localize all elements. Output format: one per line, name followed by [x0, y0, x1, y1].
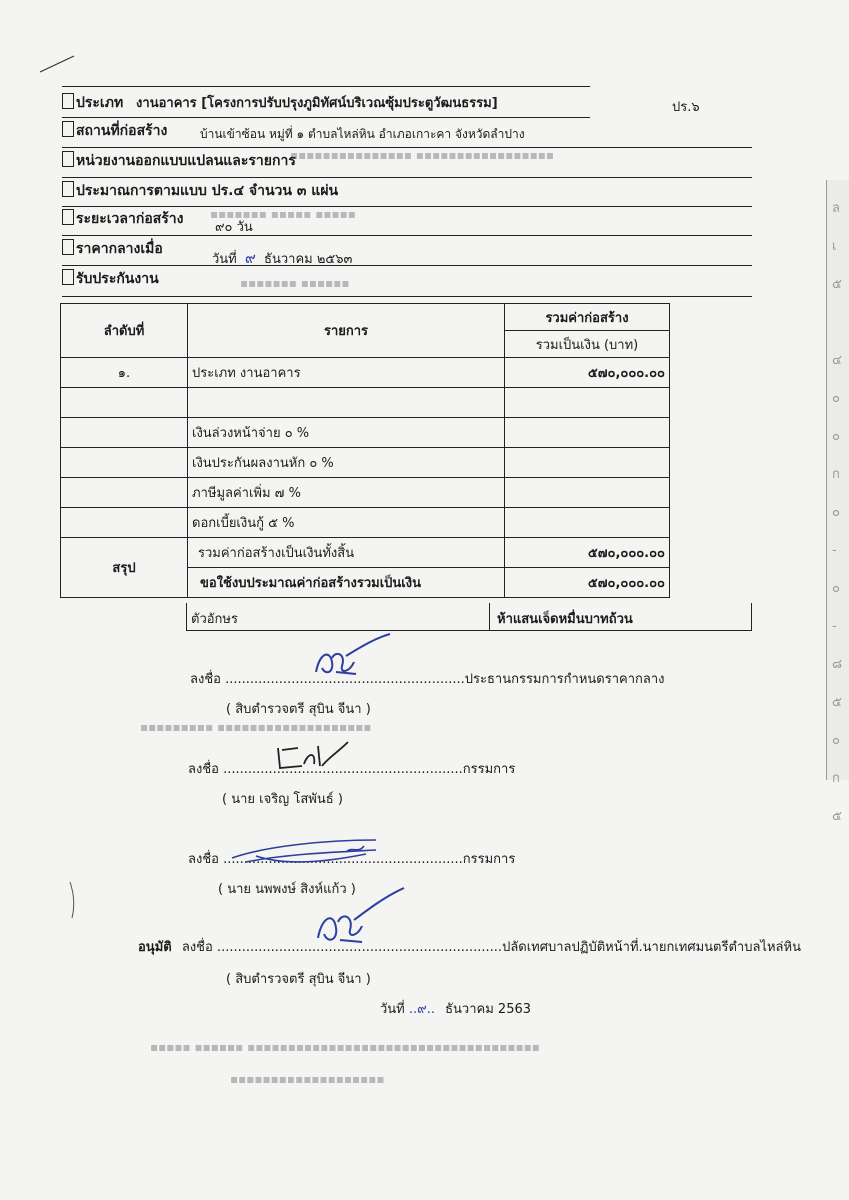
- table-row: [61, 358, 670, 388]
- approval-label: อนุมัติ: [138, 940, 172, 955]
- date-rest: ธันวาคม ๒๕๖๓: [264, 252, 353, 267]
- underlying-page-digits: ล เ ๕ ๔ ๐ ๐ ก ๐ - ๐ - ๘ ๕ ๐ ก ๕: [832, 201, 843, 824]
- letters-label: ตัวอักษร: [191, 612, 238, 627]
- median-price-label: ราคากลางเมื่อ: [76, 241, 163, 257]
- signature-name-member-2: ( นาย นพพงษ์ สิงห์แก้ว ): [218, 882, 356, 897]
- bleed-through-text: ▪▪▪▪▪▪▪▪▪▪▪▪▪▪▪▪▪▪▪: [230, 1072, 385, 1086]
- site-label: สถานที่ก่อสร้าง: [76, 123, 168, 139]
- checkbox-icon: [62, 239, 74, 255]
- summary-row: [61, 538, 670, 568]
- col-no-header: ลำดับที่: [61, 304, 188, 358]
- rule-line: [62, 177, 752, 178]
- bleed-through-text: ▪▪▪▪▪ ▪▪▪▪▪▪ ▪▪▪▪▪▪▪▪▪▪▪▪▪▪▪▪▪▪▪▪▪▪▪▪▪▪▪▪▪▪▪▪▪▪▪▪: [150, 1040, 540, 1054]
- summary-total-label: รวมค่าก่อสร้างเป็นเงินทั้งสิ้น: [188, 538, 505, 568]
- summary-total-amount: ๕๗๐,๐๐๐.๐๐: [505, 538, 670, 568]
- signature-line-member-1: ลงชื่อ ..........................................................กรรมการ: [188, 762, 516, 777]
- row-item: ดอกเบี้ยเงินกู้ ๕ %: [188, 508, 505, 538]
- bleed-through-text: ▪▪▪▪▪▪▪▪▪▪▪▪▪▪▪ ▪▪▪▪▪▪▪▪▪▪▪▪▪▪▪▪▪: [290, 148, 555, 162]
- table-row: [61, 388, 670, 418]
- row-item: [188, 388, 505, 418]
- row-item: เงินล่วงหน้าจ่าย ๐ %: [188, 418, 505, 448]
- design-unit-label: หน่วยงานออกแบบแปลนและรายการ: [76, 153, 296, 169]
- row-amount: [505, 448, 670, 478]
- checkbox-icon: [62, 93, 74, 109]
- date-prefix: วันที่: [212, 252, 237, 267]
- cell-divider: [489, 603, 490, 630]
- row-no: [61, 508, 188, 538]
- duration-label: ระยะเวลาก่อสร้าง: [76, 211, 184, 227]
- row-amount: [505, 388, 670, 418]
- table-row: [61, 418, 670, 448]
- guarantee-row: [62, 268, 159, 290]
- handwritten-signature-member-1: [272, 738, 352, 774]
- checkbox-icon: [62, 269, 74, 285]
- rule-line: [62, 206, 752, 207]
- checkbox-icon: [62, 181, 74, 197]
- summary-label: สรุป: [61, 538, 188, 598]
- table-row: [61, 448, 670, 478]
- row-no: [61, 448, 188, 478]
- approval-date-rest: ธันวาคม 2563: [445, 1002, 532, 1017]
- pen-stroke-mark: [38, 52, 78, 74]
- median-price-date: [212, 246, 352, 270]
- approval-row: [138, 936, 801, 957]
- col-item-header: รายการ: [188, 304, 505, 358]
- cost-table: [60, 303, 670, 598]
- checkbox-icon: [62, 121, 74, 137]
- duration-row: [62, 208, 184, 230]
- rule-line: [62, 296, 752, 297]
- row-amount: ๕๗๐,๐๐๐.๐๐: [505, 358, 670, 388]
- row-amount: [505, 418, 670, 448]
- budget-amount: ๕๗๐,๐๐๐.๐๐: [505, 568, 670, 598]
- approval-date: [380, 998, 531, 1019]
- rule-line: [62, 235, 752, 236]
- signature-name-chairman: ( สิบตำรวจตรี สุบิน จีนา ): [226, 702, 371, 717]
- bleed-through-text: ▪▪▪▪▪▪▪▪▪ ▪▪▪▪▪▪▪▪▪▪▪▪▪▪▪▪▪▪▪: [140, 720, 372, 734]
- median-price-row: [62, 238, 163, 260]
- handwritten-signature-approval: [310, 886, 410, 950]
- budget-label: ขอใช้งบประมาณค่าก่อสร้างรวมเป็นเงิน: [188, 568, 505, 598]
- approval-date-day: ..๙..: [408, 1002, 435, 1017]
- project-type-row: [62, 92, 498, 114]
- letters-row: [186, 603, 752, 631]
- row-item: ประเภท งานอาคาร: [188, 358, 505, 388]
- letters-value: ห้าแสนเจ็ดหมื่นบาทถ้วน: [497, 612, 633, 627]
- bleed-through-text: ▪▪▪▪▪▪▪ ▪▪▪▪▪ ▪▪▪▪▪: [210, 207, 356, 221]
- signature-line-member-2: ลงชื่อ ..........................................................กรรมการ: [188, 852, 516, 867]
- margin-pen-mark: [68, 880, 78, 920]
- row-item: เงินประกันผลงานหัก ๐ %: [188, 448, 505, 478]
- form-code: ปร.๖: [672, 100, 700, 115]
- bleed-through-text: ▪▪▪▪▪▪▪ ▪▪▪▪▪▪: [240, 276, 350, 290]
- row-no: ๑.: [61, 358, 188, 388]
- col-total-header: รวมค่าก่อสร้าง: [505, 304, 670, 331]
- checkbox-icon: [62, 151, 74, 167]
- table-row: [61, 478, 670, 508]
- approval-line: ลงชื่อ .....................................................................ปลัดเทศบาลปฏิบัติหน้าที่.นายกเทศมนตรีตำบลไหล่หิน: [181, 940, 801, 955]
- date-day-handwritten: ๙: [244, 249, 256, 267]
- approval-date-prefix: วันที่: [380, 1002, 405, 1017]
- row-no: [61, 388, 188, 418]
- handwritten-signature-chairman: [306, 632, 396, 682]
- site-row: [62, 120, 167, 142]
- type-value: งานอาคาร [โครงการปรับปรุงภูมิทัศน์บริเวณซุ้มประตูวัฒนธรรม]: [136, 96, 498, 111]
- duration-value: ๙๐ วัน: [215, 220, 253, 235]
- checkbox-icon: [62, 209, 74, 225]
- rule-line: [62, 117, 590, 118]
- site-value: บ้านเข้าซ้อน หมู่ที่ ๑ ตำบลไหล่หิน อำเภอเกาะคา จังหวัดลำปาง: [200, 127, 525, 141]
- row-no: [61, 418, 188, 448]
- estimate-row: [62, 180, 338, 202]
- col-total-subheader: รวมเป็นเงิน (บาท): [505, 331, 670, 358]
- row-amount: [505, 508, 670, 538]
- design-unit-row: [62, 150, 296, 172]
- rule-line: [62, 86, 590, 87]
- signature-name-member-1: ( นาย เจริญ โสพันธ์ ): [222, 792, 343, 807]
- row-amount: [505, 478, 670, 508]
- row-item: ภาษีมูลค่าเพิ่ม ๗ %: [188, 478, 505, 508]
- estimate-label: ประมาณการตามแบบ ปร.๔ จำนวน ๓ แผ่น: [76, 183, 339, 199]
- approval-name: ( สิบตำรวจตรี สุบิน จีนา ): [226, 972, 371, 987]
- guarantee-label: รับประกันงาน: [76, 271, 159, 287]
- table-row: [61, 508, 670, 538]
- signature-line-chairman: ลงชื่อ ..........................................................ประธานกรรมการกำหนดราคากลาง: [190, 672, 665, 687]
- type-label: ประเภท: [76, 95, 124, 111]
- rule-line: [62, 147, 752, 148]
- row-no: [61, 478, 188, 508]
- rule-line: [62, 265, 752, 266]
- handwritten-signature-member-2: [226, 832, 386, 868]
